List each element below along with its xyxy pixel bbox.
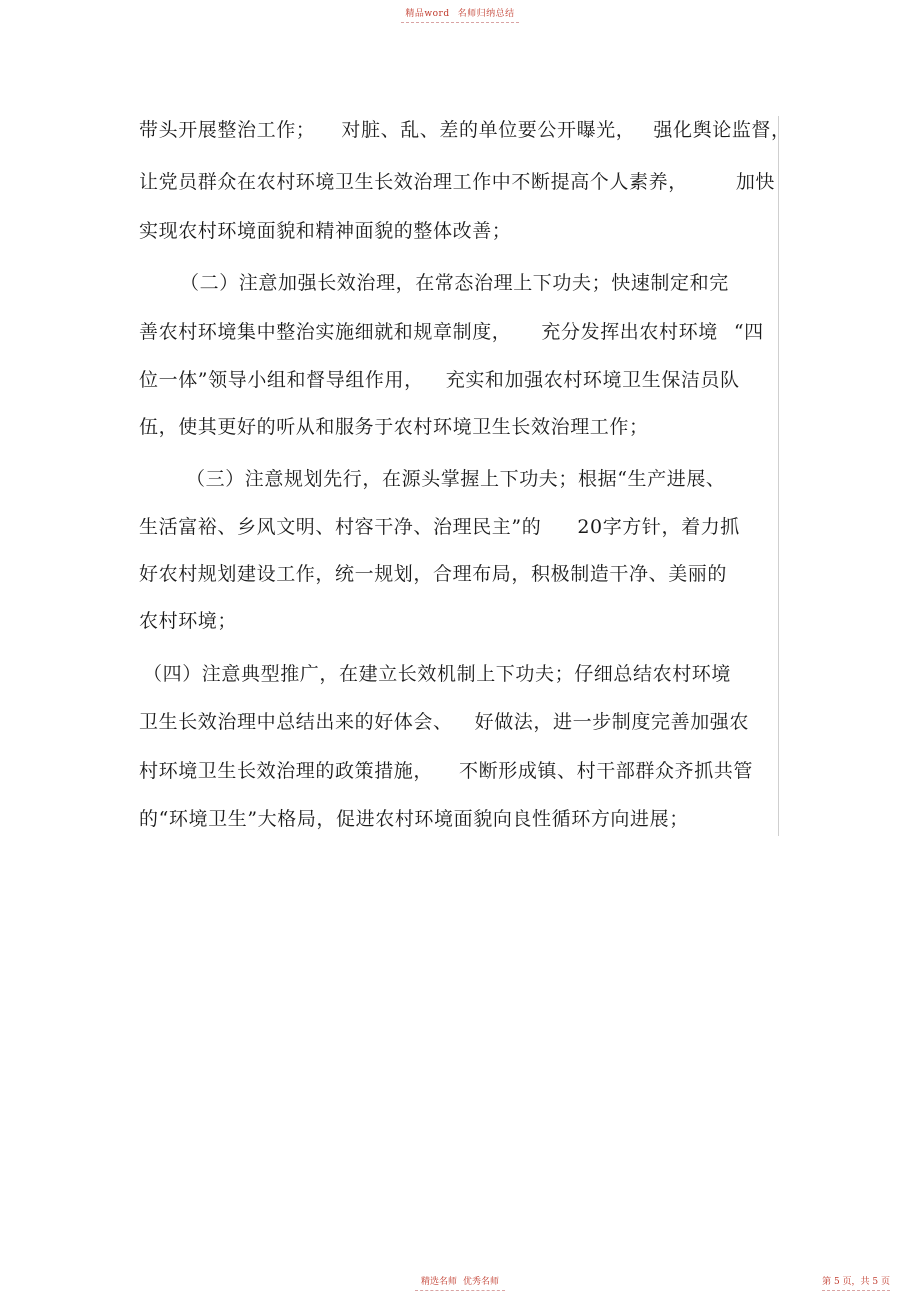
header-left-text: 精品word [405, 9, 450, 19]
text-line: 带头开展整治工作； 对脏、乱、差的单位要公开曝光， 强化舆论监督， [139, 119, 791, 141]
text-line: 位一体”领导小组和督导组作用， 充实和加强农村环境卫生保洁员队 [139, 369, 740, 391]
text-line: 农村环境； [139, 610, 238, 632]
page-number: 第 5 页，共 5 页 [822, 1274, 890, 1291]
text-line: （二）注意加强长效治理，在常态治理上下功夫；快速制定和完 [180, 272, 729, 294]
text-line: 让党员群众在农村环境卫生长效治理工作中不断提高个人素养， 加快 [139, 171, 776, 193]
footer-center-left: 精选名师 [420, 1277, 457, 1287]
text-line: 好农村规划建设工作，统一规划，合理布局，积极制造干净、美丽的 [139, 563, 728, 585]
footer-center-right: 优秀名师 [463, 1277, 500, 1287]
text-line: 伍，使其更好的听从和服务于农村环境卫生长效治理工作； [139, 416, 649, 438]
text-line: 生活富裕、乡风文明、村容干净、治理民主”的 20字方针，着力抓 [139, 516, 740, 538]
text-line: 村环境卫生长效治理的政策措施， 不断形成镇、村干部群众齐抓共管 [139, 760, 754, 782]
text-line: 实现农村环境面貌和精神面貌的整体改善； [139, 220, 512, 242]
text-line: （三）注意规划先行，在源头掌握上下功夫；根据“生产进展、 [186, 468, 726, 490]
text-line: 的“环境卫生”大格局，促进农村环境面貌向良性循环方向进展； [139, 808, 689, 830]
margin-rule [778, 116, 779, 836]
text-line: （四）注意典型推广，在建立长效机制上下功夫；仔细总结农村环境 [143, 663, 732, 685]
page-header [0, 6, 920, 23]
footer-center [0, 1274, 920, 1291]
text-line: 卫生长效治理中总结出来的好体会、 好做法，进一步制度完善加强农 [139, 711, 750, 733]
header-right-text: 名师归纳总结 [457, 9, 515, 19]
text-line: 善农村环境集中整治实施细就和规章制度， 充分发挥出农村环境 “四 [139, 321, 764, 343]
